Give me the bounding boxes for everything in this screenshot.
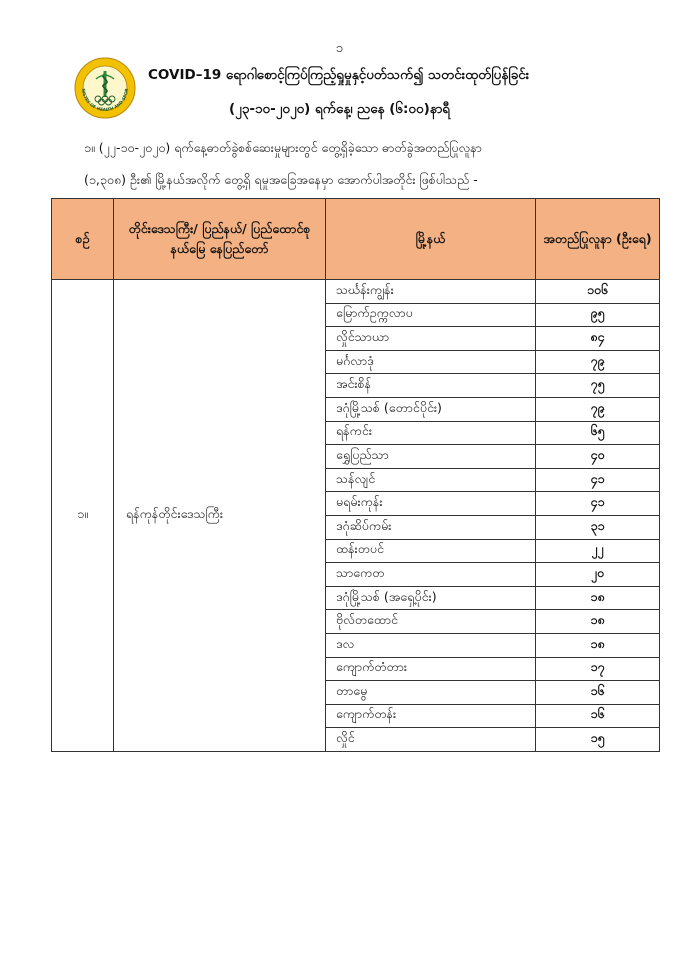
region-cell: ရန်ကုန်တိုင်းဒေသကြီး xyxy=(114,280,326,752)
confirmed-count-cell: ၁၈ xyxy=(536,586,660,610)
township-cell: သာကေတ xyxy=(326,563,536,587)
page-number: ၁ xyxy=(335,41,344,56)
township-cell: ဗိုလ်တထောင် xyxy=(326,610,536,634)
township-cell: ထန်းတပင် xyxy=(326,539,536,563)
table-row xyxy=(52,280,660,304)
confirmed-count-cell: ၁၀၆ xyxy=(536,280,660,304)
table-header-row xyxy=(52,199,660,280)
township-cell: ကျောက်တံတား xyxy=(326,657,536,681)
confirmed-count-cell: ၄၁ xyxy=(536,492,660,516)
confirmed-count-cell: ၂၂ xyxy=(536,539,660,563)
township-cell: မြောက်ဥက္ကလာပ xyxy=(326,303,536,327)
township-cell: လှိုင် xyxy=(326,728,536,752)
confirmed-count-cell: ၁၆ xyxy=(536,681,660,705)
confirmed-count-cell: ၇၉ xyxy=(536,350,660,374)
township-cell: ဒဂုံမြို့သစ် (အရှေ့ပိုင်း) xyxy=(326,586,536,610)
intro-paragraph-line-2: (၁,၃၀၈) ဦး၏ မြို့နယ်အလိုက် တွေ့ရှိ ရမှုအခြေအနေမှာ အောက်ပါအတိုင်း ဖြစ်ပါသည် - xyxy=(84,172,478,187)
header-region-state: တိုင်းဒေသကြီး/ ပြည်နယ်/ ပြည်ထောင်စုနယ်မြေ နေပြည်တော် xyxy=(114,199,326,280)
confirmed-count-cell: ၉၅ xyxy=(536,303,660,327)
confirmed-count-cell: ၇၉ xyxy=(536,397,660,421)
confirmed-count-cell: ၇၅ xyxy=(536,374,660,398)
header-serial-no: စဉ် xyxy=(52,199,114,280)
township-cell: ဒလ xyxy=(326,633,536,657)
confirmed-count-cell: ၈၄ xyxy=(536,327,660,351)
township-cell: ရွှေပြည်သာ xyxy=(326,445,536,469)
township-cell: လှိုင်သာယာ xyxy=(326,327,536,351)
confirmed-cases-by-township-table xyxy=(51,198,660,752)
confirmed-count-cell: ၂၀ xyxy=(536,563,660,587)
header-confirmed-count: အတည်ပြုလူနာ (ဦးရေ) xyxy=(536,199,660,280)
township-cell: ဒဂုံဆိပ်ကမ်း xyxy=(326,515,536,539)
confirmed-count-cell: ၄၀ xyxy=(536,445,660,469)
intro-paragraph-line-1: ၁။ (၂၂-၁၀-၂၀၂၀) ရက်နေ့ဓာတ်ခွဲစစ်ဆေးမှုများတွင် တွေ့ရှိခဲ့သော ဓာတ်ခွဲအတည်ပြုလူနာ xyxy=(84,140,482,155)
svg-text:MINISTRY OF HEALTH AND SPORTS: NISTRY OF HEALTH AND SPOR xyxy=(80,88,130,113)
township-cell: တာမွေ xyxy=(326,681,536,705)
confirmed-count-cell: ၁၅ xyxy=(536,728,660,752)
confirmed-count-cell: ၁၈ xyxy=(536,633,660,657)
report-date-time: (၂၃-၁၀-၂၀၂၀) ရက်နေ့၊ ညနေ (၆:၀၀)နာရီ xyxy=(228,101,451,117)
township-cell: မင်္ဂလာဒုံ xyxy=(326,350,536,374)
confirmed-count-cell: ၆၅ xyxy=(536,421,660,445)
confirmed-count-cell: ၁၇ xyxy=(536,657,660,681)
serial-no-cell: ၁။ xyxy=(52,280,114,752)
table-body xyxy=(52,280,660,752)
township-cell: သင်္ဃန်းကျွန်း xyxy=(326,280,536,304)
township-cell: မရမ်းကုန်း xyxy=(326,492,536,516)
township-cell: ကျောက်တန်း xyxy=(326,704,536,728)
confirmed-count-cell: ၁၆ xyxy=(536,704,660,728)
header-township: မြို့နယ် xyxy=(326,199,536,280)
township-cell: ရန်ကင်း xyxy=(326,421,536,445)
confirmed-count-cell: ၃၁ xyxy=(536,515,660,539)
township-cell: အင်းစိန် xyxy=(326,374,536,398)
document-title: COVID–19 ရောဂါစောင့်ကြပ်ကြည့်ရှုမှုနှင့်ပတ်သက်၍ သတင်းထုတ်ပြန်ခြင်း xyxy=(148,67,530,83)
confirmed-count-cell: ၁၈ xyxy=(536,610,660,634)
confirmed-count-cell: ၄၁ xyxy=(536,468,660,492)
township-cell: ဒဂုံမြို့သစ် (တောင်ပိုင်း) xyxy=(326,397,536,421)
township-cell: သန်လျင် xyxy=(326,468,536,492)
